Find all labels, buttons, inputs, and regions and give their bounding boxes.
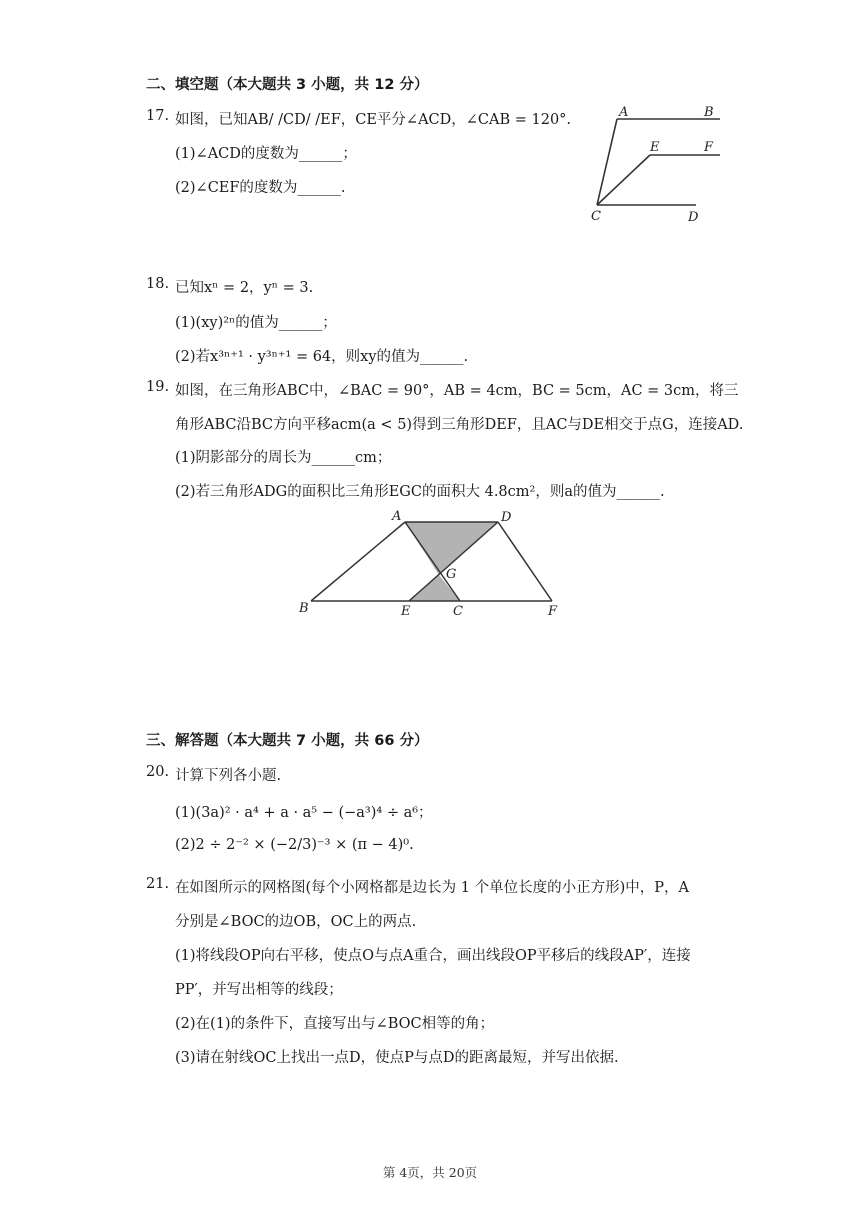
question-number: 17. <box>146 108 170 124</box>
question-part: (3)请在射线OC上找出一点D，使点P与点D的距离最短，并写出依据. <box>175 1050 619 1066</box>
question-part: (1)∠ACD的度数为______； <box>175 146 357 162</box>
question-stem: 如图，已知AB/ /CD/ /EF，CE平分∠ACD，∠CAB = 120°. <box>175 112 572 128</box>
question-number: 20. <box>146 764 170 780</box>
label-G: G <box>446 567 457 582</box>
label-A: A <box>619 105 629 120</box>
question-stem: 角形ABC沿BC方向平移acm(a < 5)得到三角形DEF，且AC与DE相交于点G，连接AD. <box>175 417 744 433</box>
label-B: B <box>704 105 714 120</box>
question-part: (2)若x³ⁿ⁺¹ · y³ⁿ⁺¹ = 64，则xy的值为______. <box>175 349 469 365</box>
parallel-lines-figure <box>580 100 730 230</box>
label-E: E <box>401 604 411 619</box>
question-part: (2)若三角形ADG的面积比三角形EGC的面积大 4.8cm²，则a的值为______. <box>175 484 665 500</box>
question-number: 21. <box>146 876 170 892</box>
translated-triangles-figure <box>296 505 571 620</box>
question-part: (2)在(1)的条件下，直接写出与∠BOC相等的角； <box>175 1016 495 1032</box>
label-B: B <box>299 601 309 616</box>
question-stem: 已知xⁿ = 2，yⁿ = 3. <box>175 280 314 296</box>
question-part: (2)∠CEF的度数为______. <box>175 180 346 196</box>
label-E: E <box>650 140 660 155</box>
label-D: D <box>688 210 699 225</box>
question-part: (1)将线段OP向右平移，使点O与点A重合，画出线段OP平移后的线段AP′，连接 <box>175 948 691 964</box>
section-heading-answer: 三、解答题（本大题共 7 小题，共 66 分） <box>146 733 429 749</box>
label-C: C <box>453 604 463 619</box>
label-D: D <box>501 510 512 525</box>
label-C: C <box>591 209 601 224</box>
question-number: 19. <box>146 379 170 395</box>
question-number: 18. <box>146 276 170 292</box>
question-part: (2)2 ÷ 2⁻² × (−2/3)⁻³ × (π − 4)⁰. <box>175 837 414 853</box>
question-part: (1)(3a)² · a⁴ + a · a⁵ − (−a³)⁴ ÷ a⁶； <box>175 805 433 821</box>
section-heading-fill-in: 二、填空题（本大题共 3 小题，共 12 分） <box>146 77 429 93</box>
label-A: A <box>392 509 402 524</box>
question-stem: 在如图所示的网格图(每个小网格都是边长为 1 个单位长度的小正方形)中，P，A <box>175 880 689 896</box>
question-part: (1)阴影部分的周长为______cm； <box>175 450 392 466</box>
question-stem: 计算下列各小题. <box>175 768 282 784</box>
question-stem: 如图，在三角形ABC中，∠BAC = 90°，AB = 4cm，BC = 5cm，AC = 3cm，将三 <box>175 383 739 399</box>
question-part: PP′，并写出相等的线段； <box>175 982 343 998</box>
label-F: F <box>548 604 558 619</box>
question-part: (1)(xy)²ⁿ的值为______； <box>175 315 337 331</box>
label-F: F <box>704 140 714 155</box>
page-footer: 第 4页，共 20页 <box>382 1165 478 1180</box>
question-stem: 分别是∠BOC的边OB，OC上的两点. <box>175 914 417 930</box>
